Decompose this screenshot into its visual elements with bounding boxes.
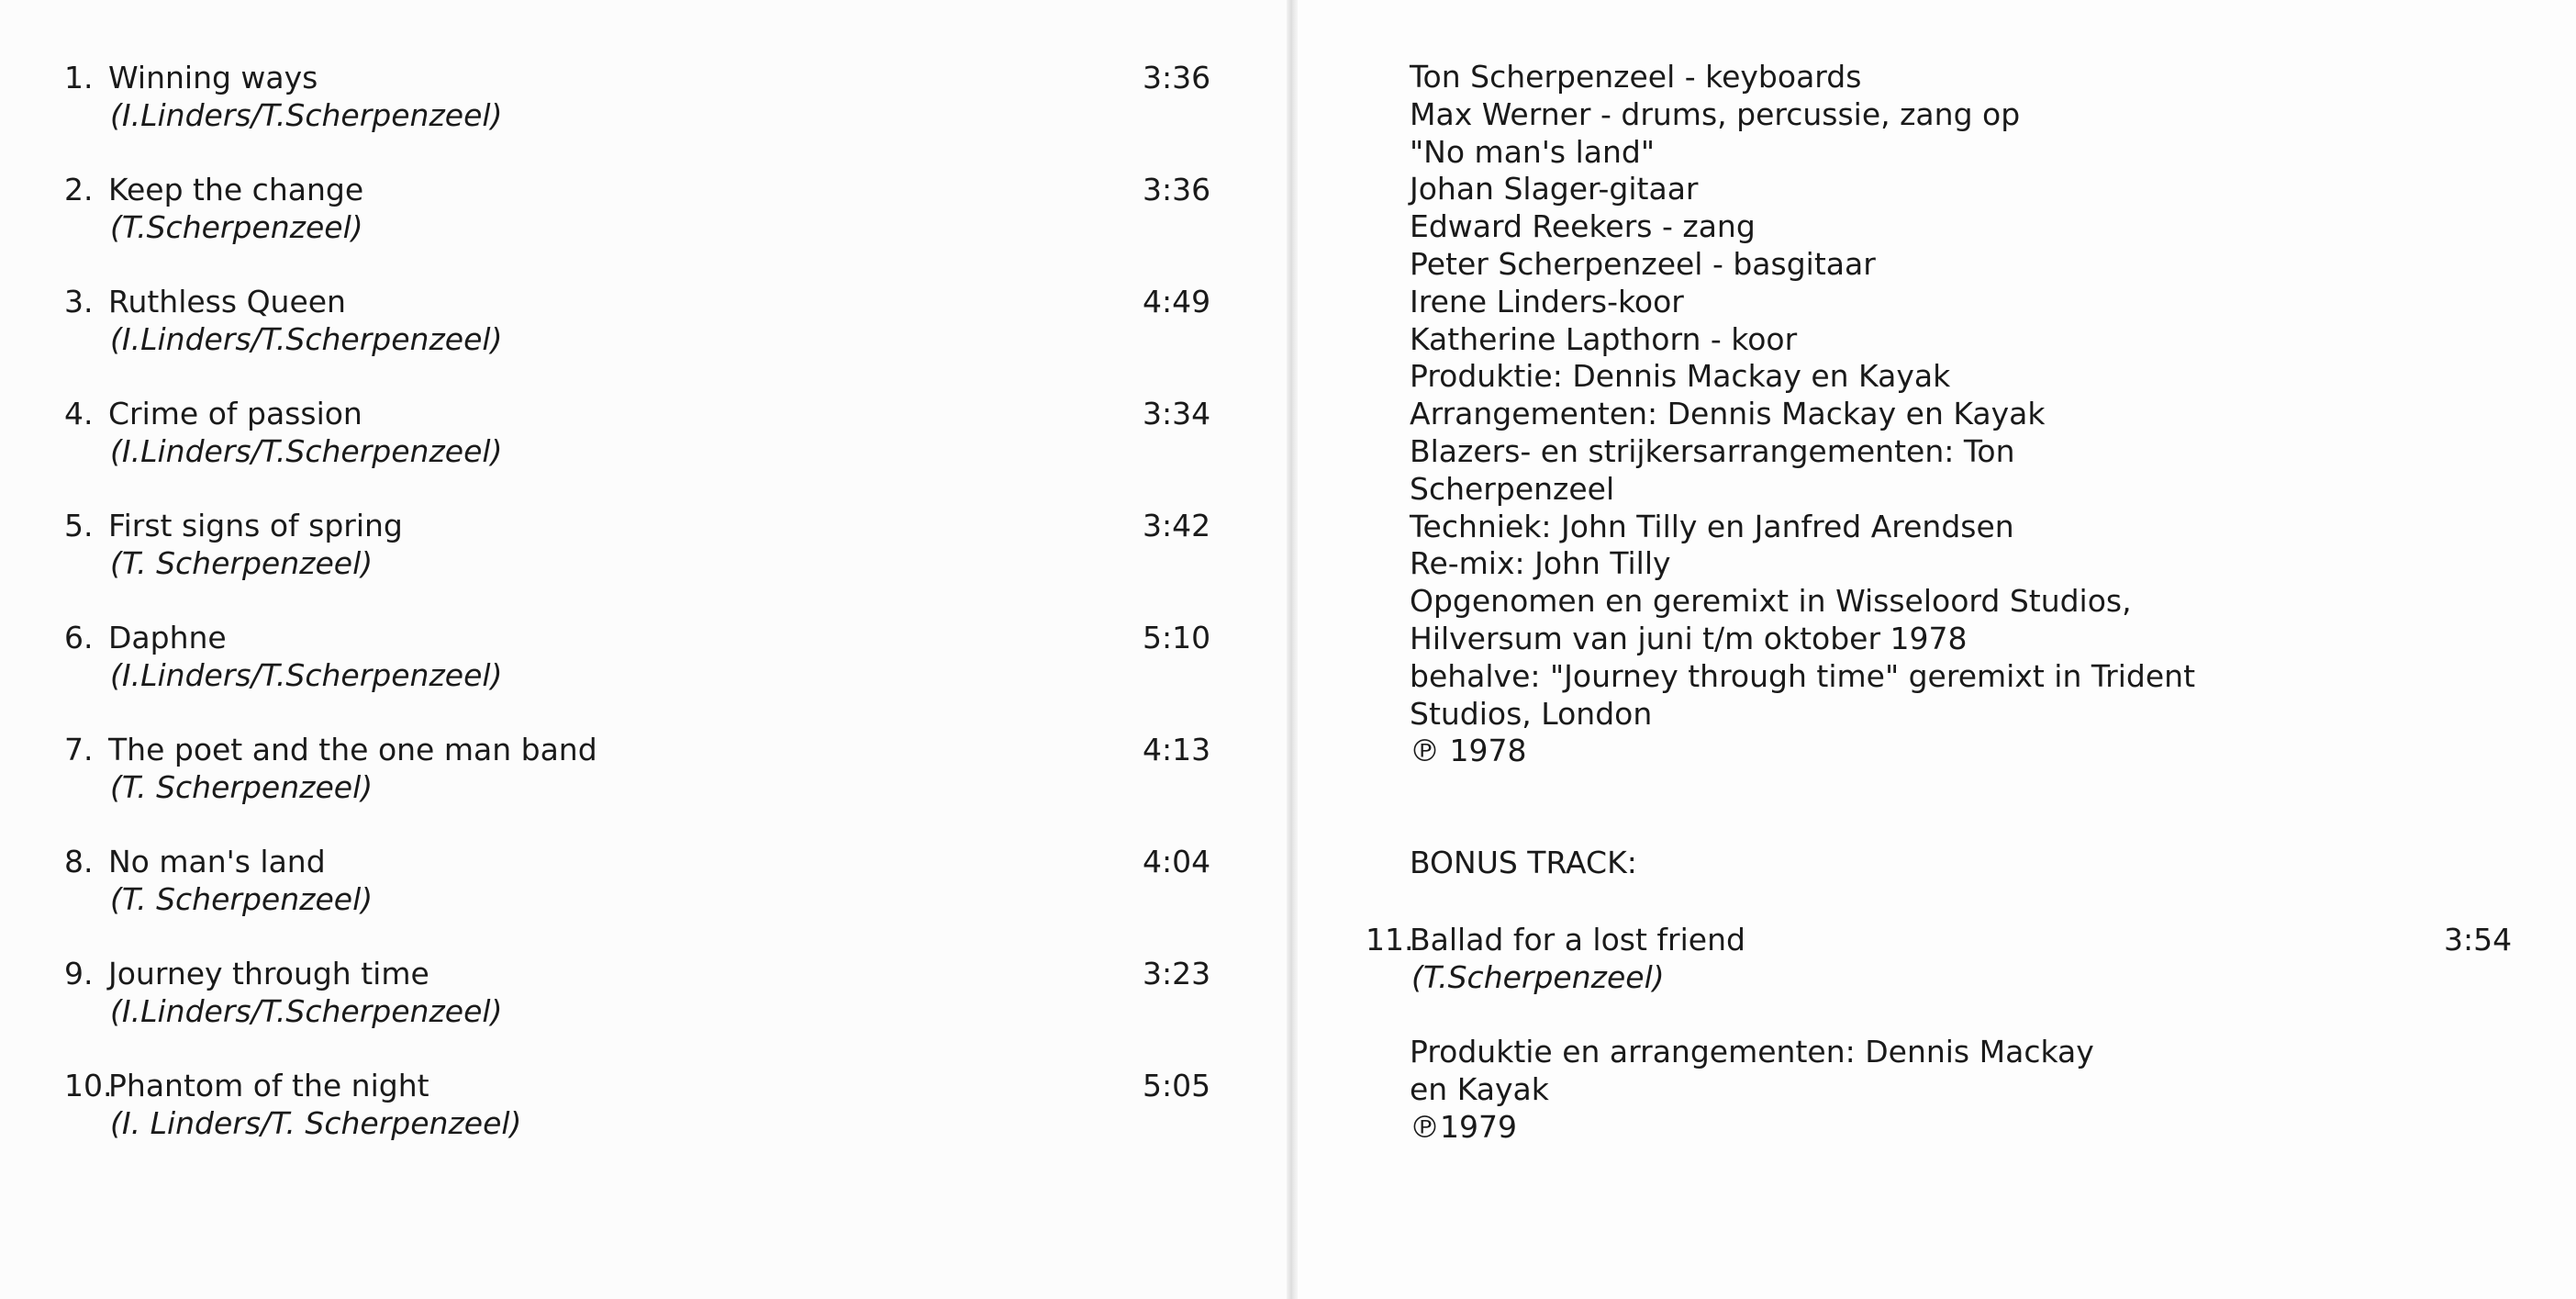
bonus-track-row <box>1292 921 2576 1003</box>
track-duration: 3:42 <box>1143 508 1211 543</box>
track-number: 7. <box>64 732 94 767</box>
track-composer: (I. Linders/T. Scherpenzeel) <box>110 1105 522 1141</box>
bonus-heading: BONUS TRACK: <box>1410 845 1637 880</box>
copyright-line: ℗1979 <box>1410 1109 1517 1145</box>
track-title: Winning ways <box>108 60 318 95</box>
track-title: Phantom of the night <box>108 1068 429 1103</box>
track-composer: (T.Scherpenzeel) <box>110 209 363 245</box>
credit-line: en Kayak <box>1410 1071 1549 1107</box>
track-number: 2. <box>64 172 94 207</box>
track-composer: (I.Linders/T.Scherpenzeel) <box>110 321 503 357</box>
credit-line: behalve: "Journey through time" geremixt in Trident <box>1410 657 2196 694</box>
credit-line: Hilversum van juni t/m oktober 1978 <box>1410 620 1968 656</box>
track-number: 8. <box>64 844 94 879</box>
credit-line: Produktie: Dennis Mackay en Kayak <box>1410 358 1951 395</box>
track-number: 4. <box>64 396 94 431</box>
track-title: The poet and the one man band <box>108 732 597 767</box>
track-duration: 3:36 <box>1143 172 1211 207</box>
booklet-fold <box>1287 0 1298 1299</box>
bonus-credits <box>1410 1033 2094 1146</box>
track-title: Keep the change <box>108 172 364 207</box>
credit-line: Scherpenzeel <box>1410 470 1615 507</box>
track-composer: (T. Scherpenzeel) <box>110 545 374 581</box>
credit-line: Johan Slager-gitaar <box>1410 171 1699 207</box>
track-composer: (I.Linders/T.Scherpenzeel) <box>110 97 503 133</box>
credit-line: Opgenomen en geremixt in Wisseloord Studios, <box>1410 583 2132 620</box>
track-duration: 4:13 <box>1143 732 1211 767</box>
track-number: 6. <box>64 620 94 655</box>
track-composer: (T.Scherpenzeel) <box>1411 959 1665 995</box>
track-title: Ruthless Queen <box>108 284 346 319</box>
track-title: Ballad for a lost friend <box>1410 922 1745 957</box>
track-duration: 5:10 <box>1143 620 1211 655</box>
credit-line: Arrangementen: Dennis Mackay en Kayak <box>1410 396 2046 432</box>
credits-list <box>1410 59 2195 770</box>
track-duration: 5:05 <box>1143 1068 1211 1103</box>
track-composer: (I.Linders/T.Scherpenzeel) <box>110 657 503 693</box>
credit-line: Ton Scherpenzeel - keyboards <box>1410 59 1862 95</box>
credit-line: Katherine Lapthorn - koor <box>1410 320 1798 357</box>
track-number: 11. <box>1366 922 1414 957</box>
credit-line: Max Werner - drums, percussie, zang op <box>1410 95 2021 132</box>
track-title: Journey through time <box>108 956 429 991</box>
credit-line: Produktie en arrangementen: Dennis Mackay <box>1410 1034 2094 1069</box>
track-composer: (T. Scherpenzeel) <box>110 769 374 805</box>
track-composer: (I.Linders/T.Scherpenzeel) <box>110 433 503 469</box>
track-duration: 3:36 <box>1143 60 1211 95</box>
credit-line: Techniek: John Tilly en Janfred Arendsen <box>1410 508 2014 544</box>
track-number: 1. <box>64 60 94 95</box>
credit-line: Irene Linders-koor <box>1410 283 1684 319</box>
track-number: 10. <box>64 1068 113 1103</box>
credit-line: Edward Reekers - zang <box>1410 208 1756 245</box>
credit-line: Studios, London <box>1410 695 1653 732</box>
track-title: No man's land <box>108 844 326 879</box>
credit-line: "No man's land" <box>1410 133 1656 170</box>
track-title: Daphne <box>108 620 227 655</box>
track-number: 3. <box>64 284 94 319</box>
credit-line: Peter Scherpenzeel - basgitaar <box>1410 245 1876 282</box>
track-duration: 3:34 <box>1143 396 1211 431</box>
credit-line: Re-mix: John Tilly <box>1410 545 1671 582</box>
track-duration: 3:54 <box>2444 922 2513 957</box>
track-duration: 4:04 <box>1143 844 1211 879</box>
track-number: 5. <box>64 508 94 543</box>
track-composer: (T. Scherpenzeel) <box>110 881 374 917</box>
track-title: Crime of passion <box>108 396 362 431</box>
track-duration: 3:23 <box>1143 956 1211 991</box>
copyright-line: ℗ 1978 <box>1410 733 1527 769</box>
credit-line: Blazers- en strijkersarrangementen: Ton <box>1410 432 2015 469</box>
track-number: 9. <box>64 956 94 991</box>
track-composer: (I.Linders/T.Scherpenzeel) <box>110 993 503 1029</box>
track-title: First signs of spring <box>108 508 403 543</box>
track-duration: 4:49 <box>1143 284 1211 319</box>
